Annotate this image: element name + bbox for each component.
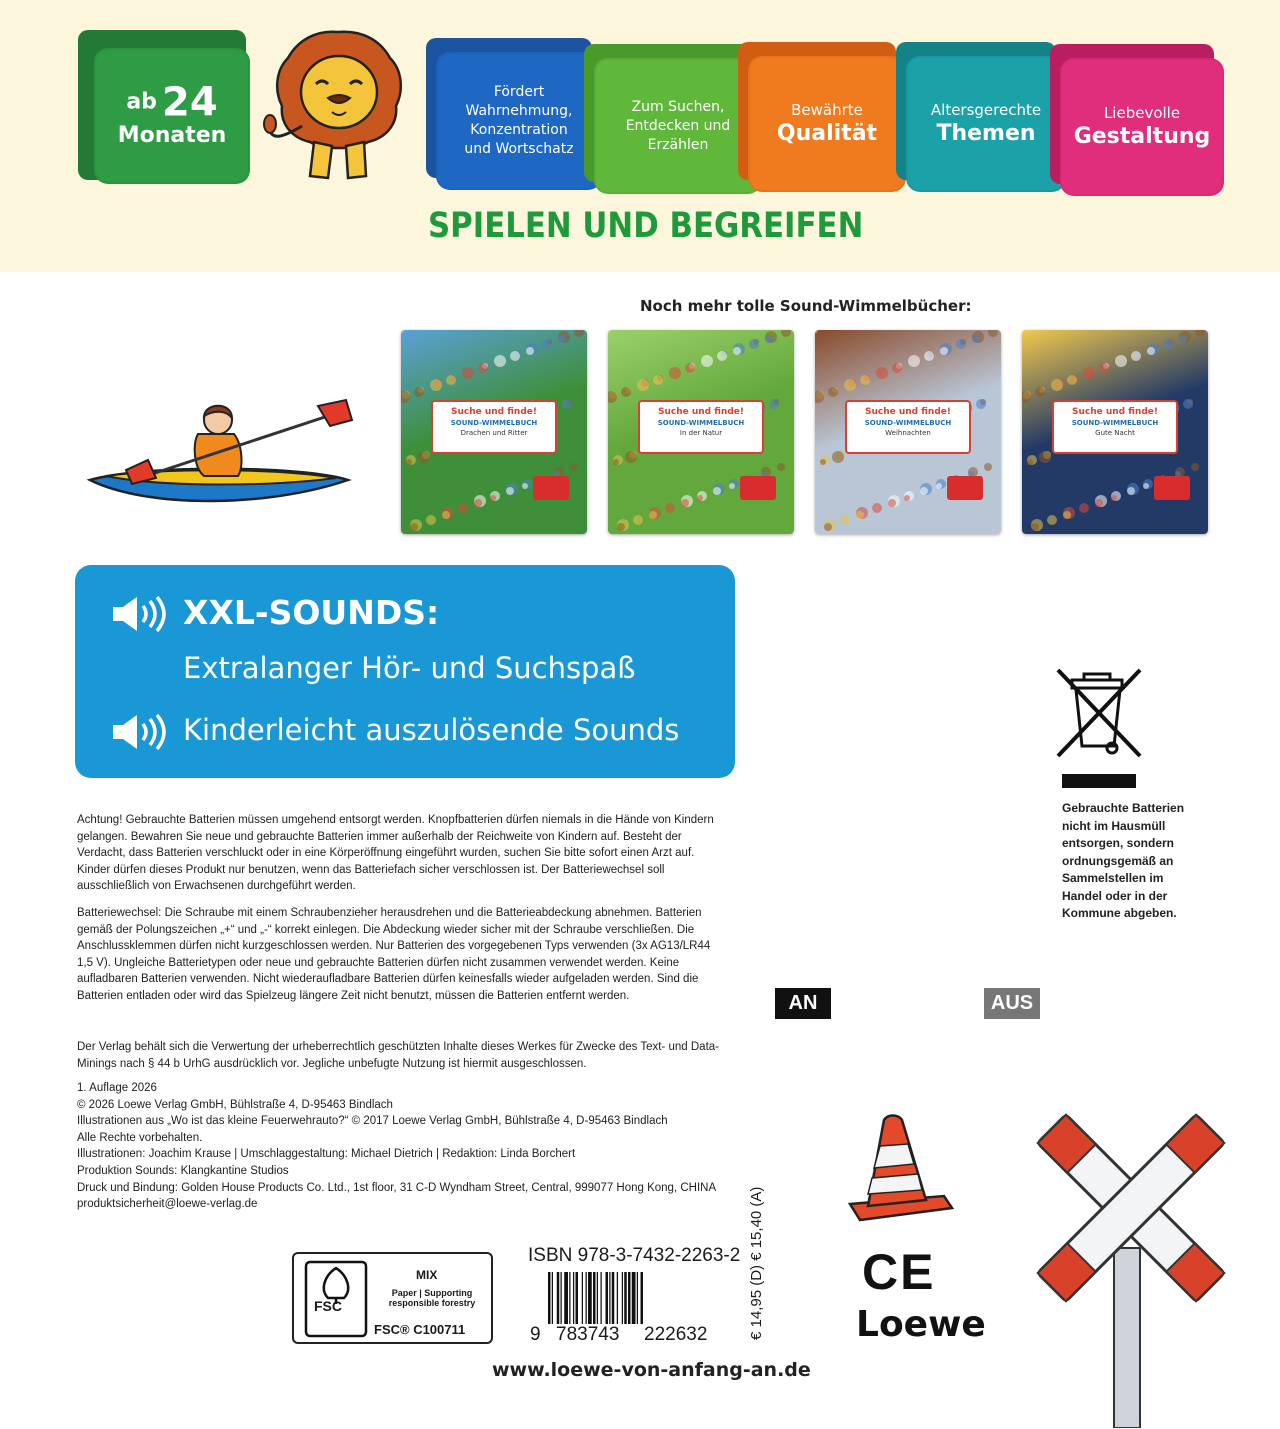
book-label <box>431 400 557 454</box>
book-series: Suche und finde! <box>658 407 744 417</box>
ce-mark: CE <box>862 1244 936 1300</box>
speaker-icon <box>111 713 169 751</box>
feature-cube <box>426 38 602 190</box>
age-badge <box>78 30 250 184</box>
book-cover <box>401 330 587 534</box>
book-cover <box>1022 330 1208 534</box>
book-type: SOUND-WIMMELBUCH <box>864 419 952 427</box>
book-label <box>638 400 764 454</box>
imprint-line: Illustrationen aus „Wo ist das kleine Feuerwehrauto?“ © 2017 Loewe Verlag GmbH, Bühlstraße 4, D-95463 Bindlach <box>77 1115 668 1128</box>
feature-text-line: Qualität <box>776 120 878 146</box>
book-sticker <box>1154 476 1190 500</box>
battery-disposal-note: Gebrauchte Batterien nicht im Hausmüll entsorgen, sondern ordnungsgemäß an Sammelstellen im Handel oder in der Kommune abgeben. <box>1062 801 1185 920</box>
sounds-line-2: Kinderleicht auszulösende Sounds <box>183 713 680 747</box>
barcode-lead-digit: 9 <box>530 1324 541 1345</box>
feature-text-line: Erzählen <box>647 136 709 153</box>
feature-cube <box>738 42 906 192</box>
book-subtitle: Gute Nacht <box>1095 429 1135 437</box>
sounds-line-1: Extralanger Hör- und Suchspaß <box>183 651 636 685</box>
book-subtitle: Weihnachten <box>885 429 931 437</box>
book-sticker <box>533 476 569 500</box>
book-series: Suche und finde! <box>1072 407 1158 417</box>
feature-text-line: Fördert <box>493 84 545 100</box>
imprint-line: produktsicherheit@loewe-verlag.de <box>77 1198 258 1211</box>
book-cover <box>608 330 794 534</box>
lion-illustration <box>262 26 414 188</box>
switch-on-label: AN <box>775 988 831 1019</box>
more-books-title: Noch mehr tolle Sound-Wimmelbücher: <box>640 297 972 315</box>
tdm-notice <box>77 1039 727 1072</box>
fsc-description: Paper | Supporting responsible forestry <box>388 1288 476 1308</box>
feature-text-line: Entdecken und <box>625 117 731 134</box>
age-unit: Monaten <box>117 123 227 149</box>
feature-text-line: Themen <box>936 120 1036 146</box>
barcode-digits-left: 783743 <box>556 1324 620 1345</box>
book-sticker <box>740 476 776 500</box>
isbn-label: ISBN 978-3-7432-2263-2 <box>528 1245 741 1266</box>
traffic-cone-illustration <box>846 1112 956 1224</box>
sounds-title: XXL-SOUNDS: <box>183 593 440 632</box>
book-sticker <box>947 476 983 500</box>
battery-change-text: Batteriewechsel: Die Schraube mit einem Schraubenzieher herausdrehen und die Batterieabdeckung abnehmen. Batterien gemäß der Polungszeichen „+“ und „-“ korrekt einlegen. Die Abdeckung wieder sicher mit der Schraube verschließen. Die Anschlussklemmen dürfen nicht kurzgeschlossen werden. Nur Batterien des vorgegebenen Typs verwenden (3x AG13/LR44 1,5 V). Ungleiche Batterietypen oder neue und gebrauchte Batterien dürfen nicht zusammen verwendet werden. Keine aufladbaren Batterien verwenden. Nicht wiederaufladbare Batterien dürfen keinesfalls wieder aufgeladen werden. Sind die Batterien entladen oder wird das Spielzeug längere Zeit nicht benutzt, müssen die Batterien entfernt werden. <box>77 907 711 1002</box>
book-subtitle: In der Natur <box>679 429 723 437</box>
feature-text-line: Gestaltung <box>1073 123 1211 149</box>
imprint-line: Druck und Bindung: Golden House Products Co. Ltd., 1st floor, 31 C-D Wyndham Street, Central, 999077 Hong Kong, CHINA <box>77 1181 717 1194</box>
imprint <box>77 1080 797 1213</box>
feature-cube <box>584 44 762 194</box>
publisher-logo: Loewe <box>856 1304 986 1345</box>
feature-text-line: Konzentration <box>470 122 568 138</box>
fsc-mix: MIX <box>416 1268 438 1282</box>
imprint-line: Produktion Sounds: Klangkantine Studios <box>77 1164 289 1177</box>
barcode-digits-right: 222632 <box>644 1324 708 1345</box>
book-type: SOUND-WIMMELBUCH <box>1071 419 1159 427</box>
imprint-line: Alle Rechte vorbehalten. <box>77 1131 203 1144</box>
feature-cube <box>896 42 1066 192</box>
feature-text-line: Altersgerechte <box>930 100 1042 119</box>
kayak-illustration <box>86 396 356 518</box>
book-series: Suche und finde! <box>451 407 537 417</box>
book-type: SOUND-WIMMELBUCH <box>657 419 745 427</box>
book-cover <box>815 330 1001 534</box>
battery-change <box>77 905 727 1005</box>
book-series: Suche und finde! <box>865 407 951 417</box>
imprint-line: © 2026 Loewe Verlag GmbH, Bühlstraße 4, D-95463 Bindlach <box>77 1098 393 1111</box>
feature-text-line: Wahrnehmung, <box>465 103 573 119</box>
fsc-word: FSC <box>314 1298 342 1314</box>
headline: SPIELEN UND BEGREIFEN <box>428 206 864 246</box>
sounds-feature-box <box>75 565 735 778</box>
feature-text-line: Liebevolle <box>1103 103 1181 122</box>
imprint-line: Illustrationen: Joachim Krause | Umschlaggestaltung: Michael Dietrich | Redaktion: Linda Borchert <box>77 1148 576 1161</box>
book-label <box>1052 400 1178 454</box>
price-label: € 14,95 (D) € 15,40 (A) <box>748 1186 765 1340</box>
speaker-icon <box>111 595 169 633</box>
battery-warning <box>77 812 727 895</box>
book-type: SOUND-WIMMELBUCH <box>450 419 538 427</box>
feature-text-line: und Wortschatz <box>464 141 574 157</box>
tdm-notice-text: Der Verlag behält sich die Verwertung der urheberrechtlich geschützten Inhalte dieses Werkes für Zwecke des Text- und Data-Minings nach § 44 b UrhG ausdrücklich vor. Jegliche unbefugte Nutzung ist hiermit ausgeschlossen. <box>77 1041 719 1070</box>
crossed-bin-icon <box>1054 668 1144 792</box>
book-label <box>845 400 971 454</box>
feature-text-line: Bewährte <box>791 100 863 119</box>
switch-off-label: AUS <box>984 988 1040 1019</box>
book-subtitle: Drachen und Ritter <box>460 429 528 437</box>
barcode <box>548 1272 728 1324</box>
age-prefix: ab <box>126 89 157 115</box>
fsc-code: FSC® C100711 <box>374 1322 466 1337</box>
battery-warning-text: Achtung! Gebrauchte Batterien müssen umgehend entsorgt werden. Knopfbatterien dürfen niemals in die Hände von Kindern gelangen. Bewahren Sie neue und gebrauchte Batterien immer außerhalb der Reichweite von Kindern auf. Besteht der Verdacht, dass Batterien verschluckt oder in eine Körperöffnung eingeführt wurden, suchen Sie bitte sofort einen Arzt auf. Kinder dürfen dieses Produkt nur benutzen, wenn das Batteriefach sicher verschlossen ist. Der Batteriewechsel soll ausschließlich von Erwachsenen durchgeführt werden. <box>77 814 714 893</box>
feature-cube <box>1050 44 1224 196</box>
railway-crossing-sign <box>1036 1088 1226 1428</box>
imprint-line: 1. Auflage 2026 <box>77 1082 157 1094</box>
feature-text-line: Zum Suchen, <box>631 98 725 115</box>
website-url: www.loewe-von-anfang-an.de <box>492 1359 811 1381</box>
fsc-label <box>292 1252 493 1344</box>
age-number: 24 <box>162 79 218 126</box>
